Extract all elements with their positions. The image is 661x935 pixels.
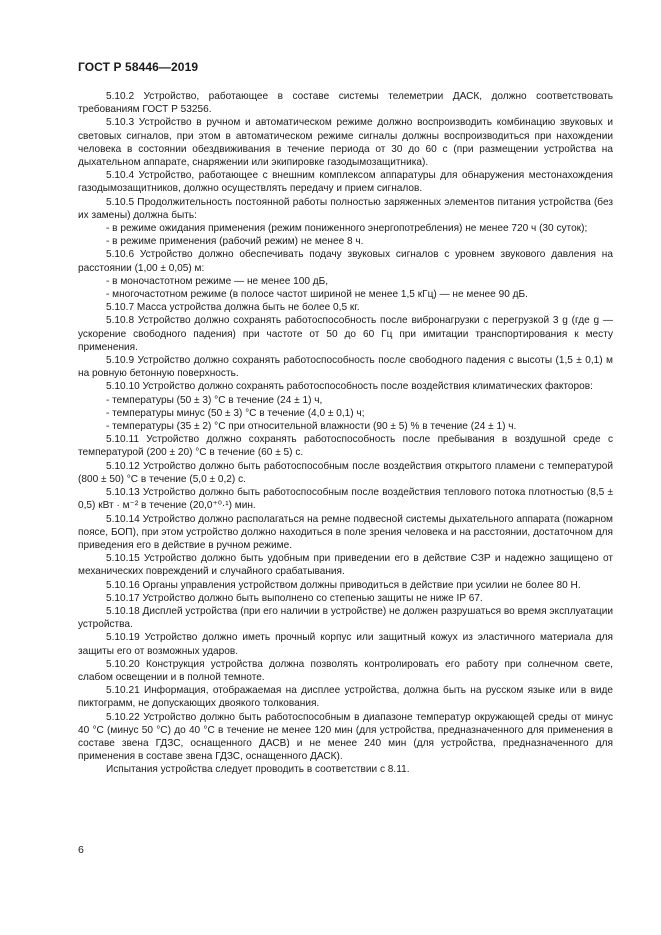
list-item: - в режиме ожидания применения (режим пониженного энергопотребления) не менее 720 ч (30 суток); [106,223,588,235]
paragraph: 5.10.16 Органы управления устройством должны приводиться в действие при усилии не более 80 Н. [106,579,581,591]
paragraph: 5.10.18 Дисплей устройства (при его наличии в устройстве) не должен разрушаться во время эксплуатации устройства. [78,605,613,631]
paragraph: 5.10.14 Устройство должно располагаться на ремне подвесной системы дыхательного аппарата (пожарном поясе, БОП), при этом устройство должно находиться в поле зрения человека и на расстоянии, достаточном для приведения его в действие в ручном режиме. [78,513,613,551]
list-item: - температуры (35 ± 2) °С при относительной влажности (90 ± 5) % в течение (24 ± 1) ч. [106,421,517,433]
list-item: - в моночастотном режиме — не менее 100 дБ, [106,275,329,287]
paragraph: 5.10.22 Устройство должно быть работоспособным в диапазоне температур окружающей среды от минус 40 °С (минус 50 °С) до 40 °С в течение не менее 120 мин (для устройства, предназначенного для применения в составе звена ГДЗС, оснащенного ДАСВ) и не менее 240 мин (для устройства, предназначенного для применения в составе звена ГДЗС, оснащенного ДАСК). [78,711,613,763]
paragraph: 5.10.9 Устройство должно сохранять работоспособность после свободного падения с высоты (1,5 ± 0,1) м на ровную бетонную поверхность. [78,355,613,380]
paragraph: 5.10.21 Информация, отображаемая на дисплее устройства, должна быть на русском языке или в виде пиктограмм, не допускающих двоякого толкования. [78,685,613,710]
paragraph: 5.10.12 Устройство должно быть работоспособным после воздействия открытого пламени с температурой (800 ± 50) °С в течение (5,0 ± 0,2) с. [78,460,613,485]
paragraph: 5.10.3 Устройство в ручном и автоматическом режиме должно воспроизводить комбинацию звуковых и световых сигналов, при этом в автоматическом режиме сигналы должны воспроизводиться при нахождении человека в состоянии обездвиживания в течение периода от 30 до 60 с (при размещении устройства на дыхательном аппарате, снаряжении или экипировке газодымозащитника). [78,117,613,169]
paragraph: 5.10.20 Конструкция устройства должна позволять контролировать его работу при солнечном свете, слабом освещении и в полной темноте. [78,658,613,683]
list-item: - температуры минус (50 ± 3) °С в течение (4,0 ± 0,1) ч; [106,407,365,419]
paragraph: 5.10.8 Устройство должно сохранять работоспособность после вибронагрузки с перегрузкой 3 g (где g — ускорение свободного падения) при частоте от 50 до 60 Гц при имитации транспортирования к месту применения. [78,315,613,353]
document-header: ГОСТ Р 58446—2019 [78,60,199,74]
paragraph: 5.10.19 Устройство должно иметь прочный корпус или защитный кожух из эластичного материала для защиты его от возможных ударов. [78,632,613,657]
paragraph: 5.10.17 Устройство должно быть выполнено со степенью защиты не ниже IP 67. [106,592,483,604]
paragraph: 5.10.13 Устройство должно быть работоспособным после воздействия теплового потока плотностью (8,5 ± 0,5) кВт · м⁻² в течение (20,0⁺⁰·¹) мин. [78,487,613,512]
paragraph: 5.10.6 Устройство должно обеспечивать подачу звуковых сигналов с уровнем звукового давления на расстоянии (1,00 ± 0,05) м: [78,249,613,274]
paragraph: 5.10.15 Устройство должно быть удобным при приведении его в действие СЗР и надежно защищено от механических повреждений и случайного срабатывания. [78,553,613,578]
page-number: 6 [78,844,84,856]
list-item: - многочастотном режиме (в полосе частот шириной не менее 1,5 кГц) — не менее 90 дБ. [106,289,528,301]
paragraph: 5.10.11 Устройство должно сохранять работоспособность после пребывания в воздушной среде с температурой (200 ± 20) °С в течение (60 ± 5) с. [78,434,613,459]
paragraph: 5.10.2 Устройство, работающее в составе системы телеметрии ДАСК, должно соответствовать требованиям ГОСТ Р 53256. [78,91,613,116]
document-body [78,90,613,777]
paragraph: 5.10.4 Устройство, работающее с внешним комплексом аппаратуры для обнаружения местонахождения газодымозащитников, должно осуществлять передачу и прием сигналов. [78,170,613,195]
list-item: - в режиме применения (рабочий режим) не менее 8 ч. [106,236,364,248]
paragraph: 5.10.5 Продолжительность постоянной работы полностью заряженных элементов питания устройства (без их замены) должна быть: [78,196,613,221]
paragraph: Испытания устройства следует проводить в соответствии с 8.11. [106,764,410,776]
paragraph: 5.10.10 Устройство должно сохранять работоспособность после воздействия климатических факторов: [106,381,593,393]
paragraph: 5.10.7 Масса устройства должна быть не более 0,5 кг. [106,302,360,314]
list-item: - температуры (50 ± 3) °С в течение (24 ± 1) ч, [106,394,323,406]
